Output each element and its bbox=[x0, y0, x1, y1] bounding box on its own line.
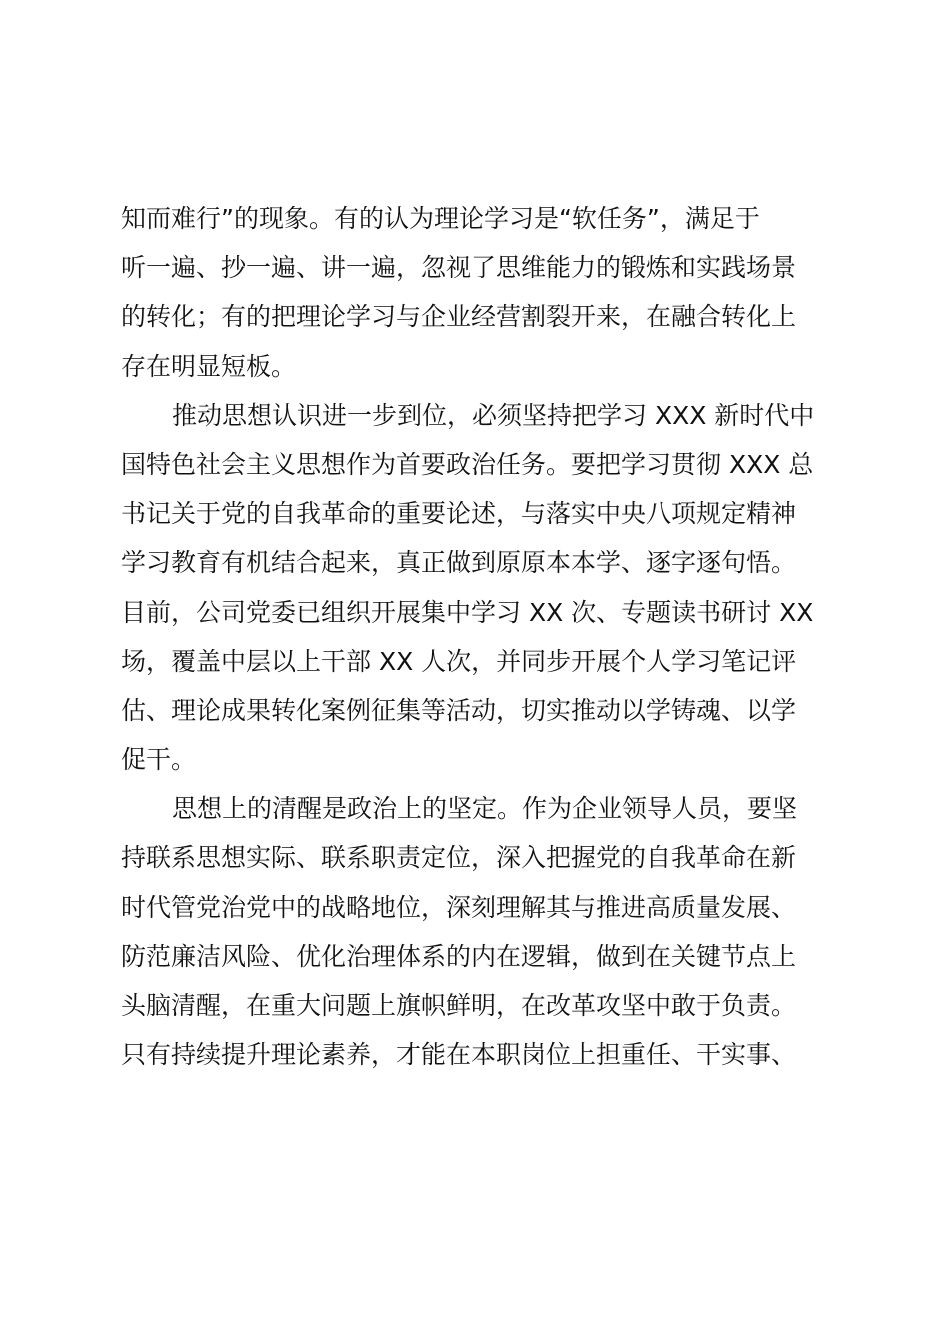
text-line-9: 目前，公司党委已组织开展集中学习 XX 次、专题读书研讨 XX bbox=[121, 597, 814, 627]
text-line-11: 估、理论成果转化案例征集等活动，切实推动以学铸魂、以学 bbox=[121, 695, 797, 725]
text-line-12: 促干。 bbox=[121, 745, 197, 775]
text-line-7: 书记关于党的自我革命的重要论述，与落实中央八项规定精神 bbox=[121, 499, 797, 529]
text-line-10: 场，覆盖中层以上干部 XX 人次，并同步开展个人学习笔记评 bbox=[121, 646, 797, 676]
text-line-1: 知而难行”的现象。有的认为理论学习是“软任务”，满足于 bbox=[121, 204, 760, 233]
paragraph-3-line-1: 思想上的清醒是政治上的坚定。作为企业领导人员，要坚 bbox=[172, 794, 798, 824]
text-line-15: 时代管党治党中的战略地位，深刻理解其与推进高质量发展、 bbox=[121, 892, 797, 922]
paragraph-2-line-1: 推动思想认识进一步到位，必须坚持把学习 XXX 新时代中 bbox=[172, 400, 815, 430]
text-line-17: 头脑清醒，在重大问题上旗帜鲜明，在改革攻坚中敢于负责。 bbox=[121, 991, 797, 1020]
text-line-14: 持联系思想实际、联系职责定位，深入把握党的自我革命在新 bbox=[121, 843, 797, 873]
text-line-3: 的转化；有的把理论学习与企业经营割裂开来，在融合转化上 bbox=[121, 302, 797, 332]
text-line-4: 存在明显短板。 bbox=[121, 351, 297, 381]
text-line-8: 学习教育有机结合起来，真正做到原原本本学、逐字逐句悟。 bbox=[121, 548, 797, 578]
text-line-2: 听一遍、抄一遍、讲一遍，忽视了思维能力的锻炼和实践场景 bbox=[121, 253, 797, 283]
text-line-16: 防范廉洁风险、优化治理体系的内在逻辑，做到在关键节点上 bbox=[121, 941, 797, 971]
body-text bbox=[121, 194, 831, 1079]
text-line-6: 国特色社会主义思想作为首要政治任务。要把学习贯彻 XXX 总 bbox=[121, 449, 814, 479]
text-line-18: 只有持续提升理论素养，才能在本职岗位上担重任、干实事、 bbox=[121, 1040, 797, 1070]
